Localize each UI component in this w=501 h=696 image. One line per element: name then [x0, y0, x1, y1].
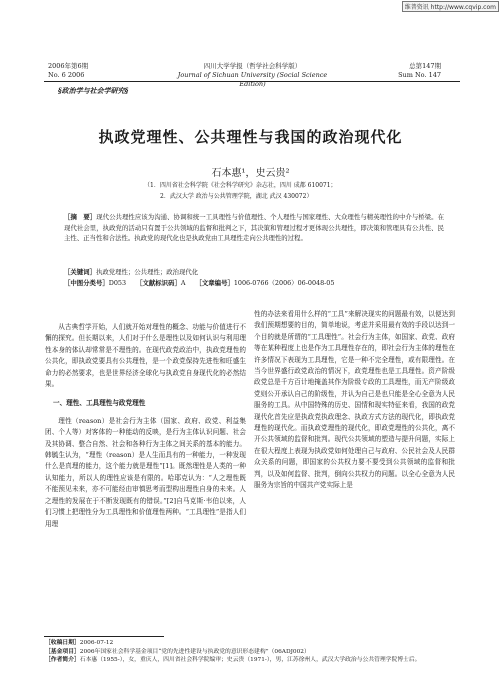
body-left-column: [45, 322, 246, 530]
intro-paragraph: 从古典哲学开始，人们就开始对理性的概念、功能与价值进行不懈的探究。但长期以来，人们对于什么是理性以及如何认识与利用理性本身的体认却常常是不理性的。在现代政党政治中，执政党理性的公共化，即执政党要具有公共理性，是一个政党保持先进性和旺盛生命力的必然要求，也是世界经济全球化与执政党自身现代化的必然结果。: [45, 323, 246, 389]
issue-number-cn: 2006年第6期: [48, 62, 89, 70]
sum-number-en: Sum No. 147: [398, 71, 441, 79]
footnote-rule: [44, 636, 164, 637]
clc-label: ［中图分类号］: [64, 278, 109, 287]
issue-number-en: No. 6 2006: [48, 71, 85, 79]
section-1-heading: 一、理性、工具理性与政党理性: [53, 399, 146, 408]
clc-value: D053: [108, 278, 127, 287]
watermark-link[interactable]: 维普资讯 http://www.cqvip.com: [402, 1, 499, 12]
issue-header: [48, 62, 88, 80]
fund-info: ［基金项目］2006年国家社会科学基金项目“党的先进性建设与执政党的意识形态建构”（06ADJ002）: [45, 648, 310, 655]
affiliation-1: （1．四川省社会科学院《社会科学研究》杂志社，四川 成都 610071；: [144, 182, 337, 189]
journal-header: [165, 62, 340, 89]
abstract: [64, 212, 444, 244]
continuation-paragraph: 性的办法来看用什么样的“工具”来解决现实的问题最有效，以便达到我们预期想要的目的，简单地说，考虑并采用最有效的手段以达到一个目的就是所谓的“工具理性”。社会行为主体，如国家、政党、政府等在某种程度上也是作为工具理性存在的，即社会行为主体的理性在许多情况下表现为工具理性，它是一种不完全理性，或有限理性。在当今世界盛行政党政治的情况下，政党理性也是工具理性。资产阶级政党总是千方百计地掩盖其作为阶级专政的工具理性，而无产阶级政党则公开承认自己的阶级性，并认为自己是也只能是全心全意为人民服务的工具。从中国特殊的历史、国情和现实特征来看，我国的政党现代化首先应是执政党执政理念、执政方式方法的现代化，即执政党理性的现代化。而执政党理性的现代化，即政党理性的公共化，离不开公共领域的监督和批判。现代公共领域的塑造与提升问题，实际上在很大程度上表现为执政党如何处理自己与政府、公民社会及人民群众关系的问题，即国家的公共权力要不要受到公共领域的监督和批判，以及如何监督、批判，倒向公共权力的问题。以全心全意为人民服务为宗旨的中国共产党实际上是: [254, 310, 455, 490]
keywords-text: 执政党理性；公共理性；政治现代化: [95, 268, 199, 276]
abstract-label: ［摘 要］: [64, 213, 97, 221]
section-tag: §政治学与社会学研究§: [58, 86, 129, 95]
article-authors: 石本惠¹，史云贵²: [211, 168, 290, 179]
received-date: ［收稿日期］2006-07-12: [45, 640, 114, 646]
keywords-line: [64, 267, 444, 278]
article-title: 执政党理性、公共理性与我国的政治现代化: [98, 128, 403, 146]
sum-header: [398, 62, 441, 80]
abstract-text: 现代公共理性应该为沟通、协调和统一工具理性与价值理性、个人理性与国家理性、大众理性与精英理性的中介与桥梁。在现代社会里，执政党的活动只有置于公共领域的监督和批判之下，其决策和管理过程才更体现公共理性，即决策和管理具有公共性、民主性、正当性和合法性。执政党的现代化也是执政党由工具理性走向公共理性的过程。: [64, 213, 445, 243]
author-bio: ［作者简介］石本惠（1955-），女，重庆人，四川省社会科学院编审；史云贵（1971-），男，江苏徐州人，武汉大学政治与公共管理学院博士后。: [45, 657, 421, 664]
section-1-paragraph: 理性（reason）是社会行为主体（国家、政府、政党、利益集团、个人等）对客体的一种能动的反映，是行为主体认识问题、社会及其协调、整合自然、社会和各种行为主体之间关系的基本的能力。韩毓生认为，“理性（reason）是人生而具有的一种能力，一种发现什么是真理的能力，这个能力就是理性”[1]。既然理性是人类的一种认知能力，所以人的理性应该是有限的。哈耶克认为：“人之理性既不能预见未来，亦不可能经由审慎思考而型构出理性自身的未来。人之理性的发展在于不断发现既有的错误。”[2]自马克斯·韦伯以来，人们习惯上把理性分为工具理性和价值理性两种。“工具理性”是指人们用理: [45, 416, 246, 528]
doc-code-label: ［文献标识码］: [136, 278, 181, 287]
body-right-column: [254, 309, 455, 492]
footnotes: [45, 639, 461, 665]
article-number-label: ［文章编号］: [195, 278, 234, 287]
affiliations: [144, 180, 337, 202]
keywords-label: ［关键词］: [64, 268, 96, 276]
keywords-block: [64, 267, 444, 288]
header-rule: [44, 81, 460, 82]
sum-number-cn: 总第147期: [409, 62, 441, 70]
doc-code-value: A: [180, 278, 186, 287]
classification-line: [64, 278, 444, 289]
article-number-value: 1006-0766（2006）06-0048-05: [233, 278, 335, 287]
affiliation-2: 2．武汉大学 政治与公共管理学院，湖北 武汉 430072）: [160, 193, 313, 200]
journal-name-cn: 四川大学学报（哲学社会科学版）: [203, 62, 302, 70]
journal-name-en: Journal of Sichuan University (Social Science Edition): [177, 71, 328, 88]
